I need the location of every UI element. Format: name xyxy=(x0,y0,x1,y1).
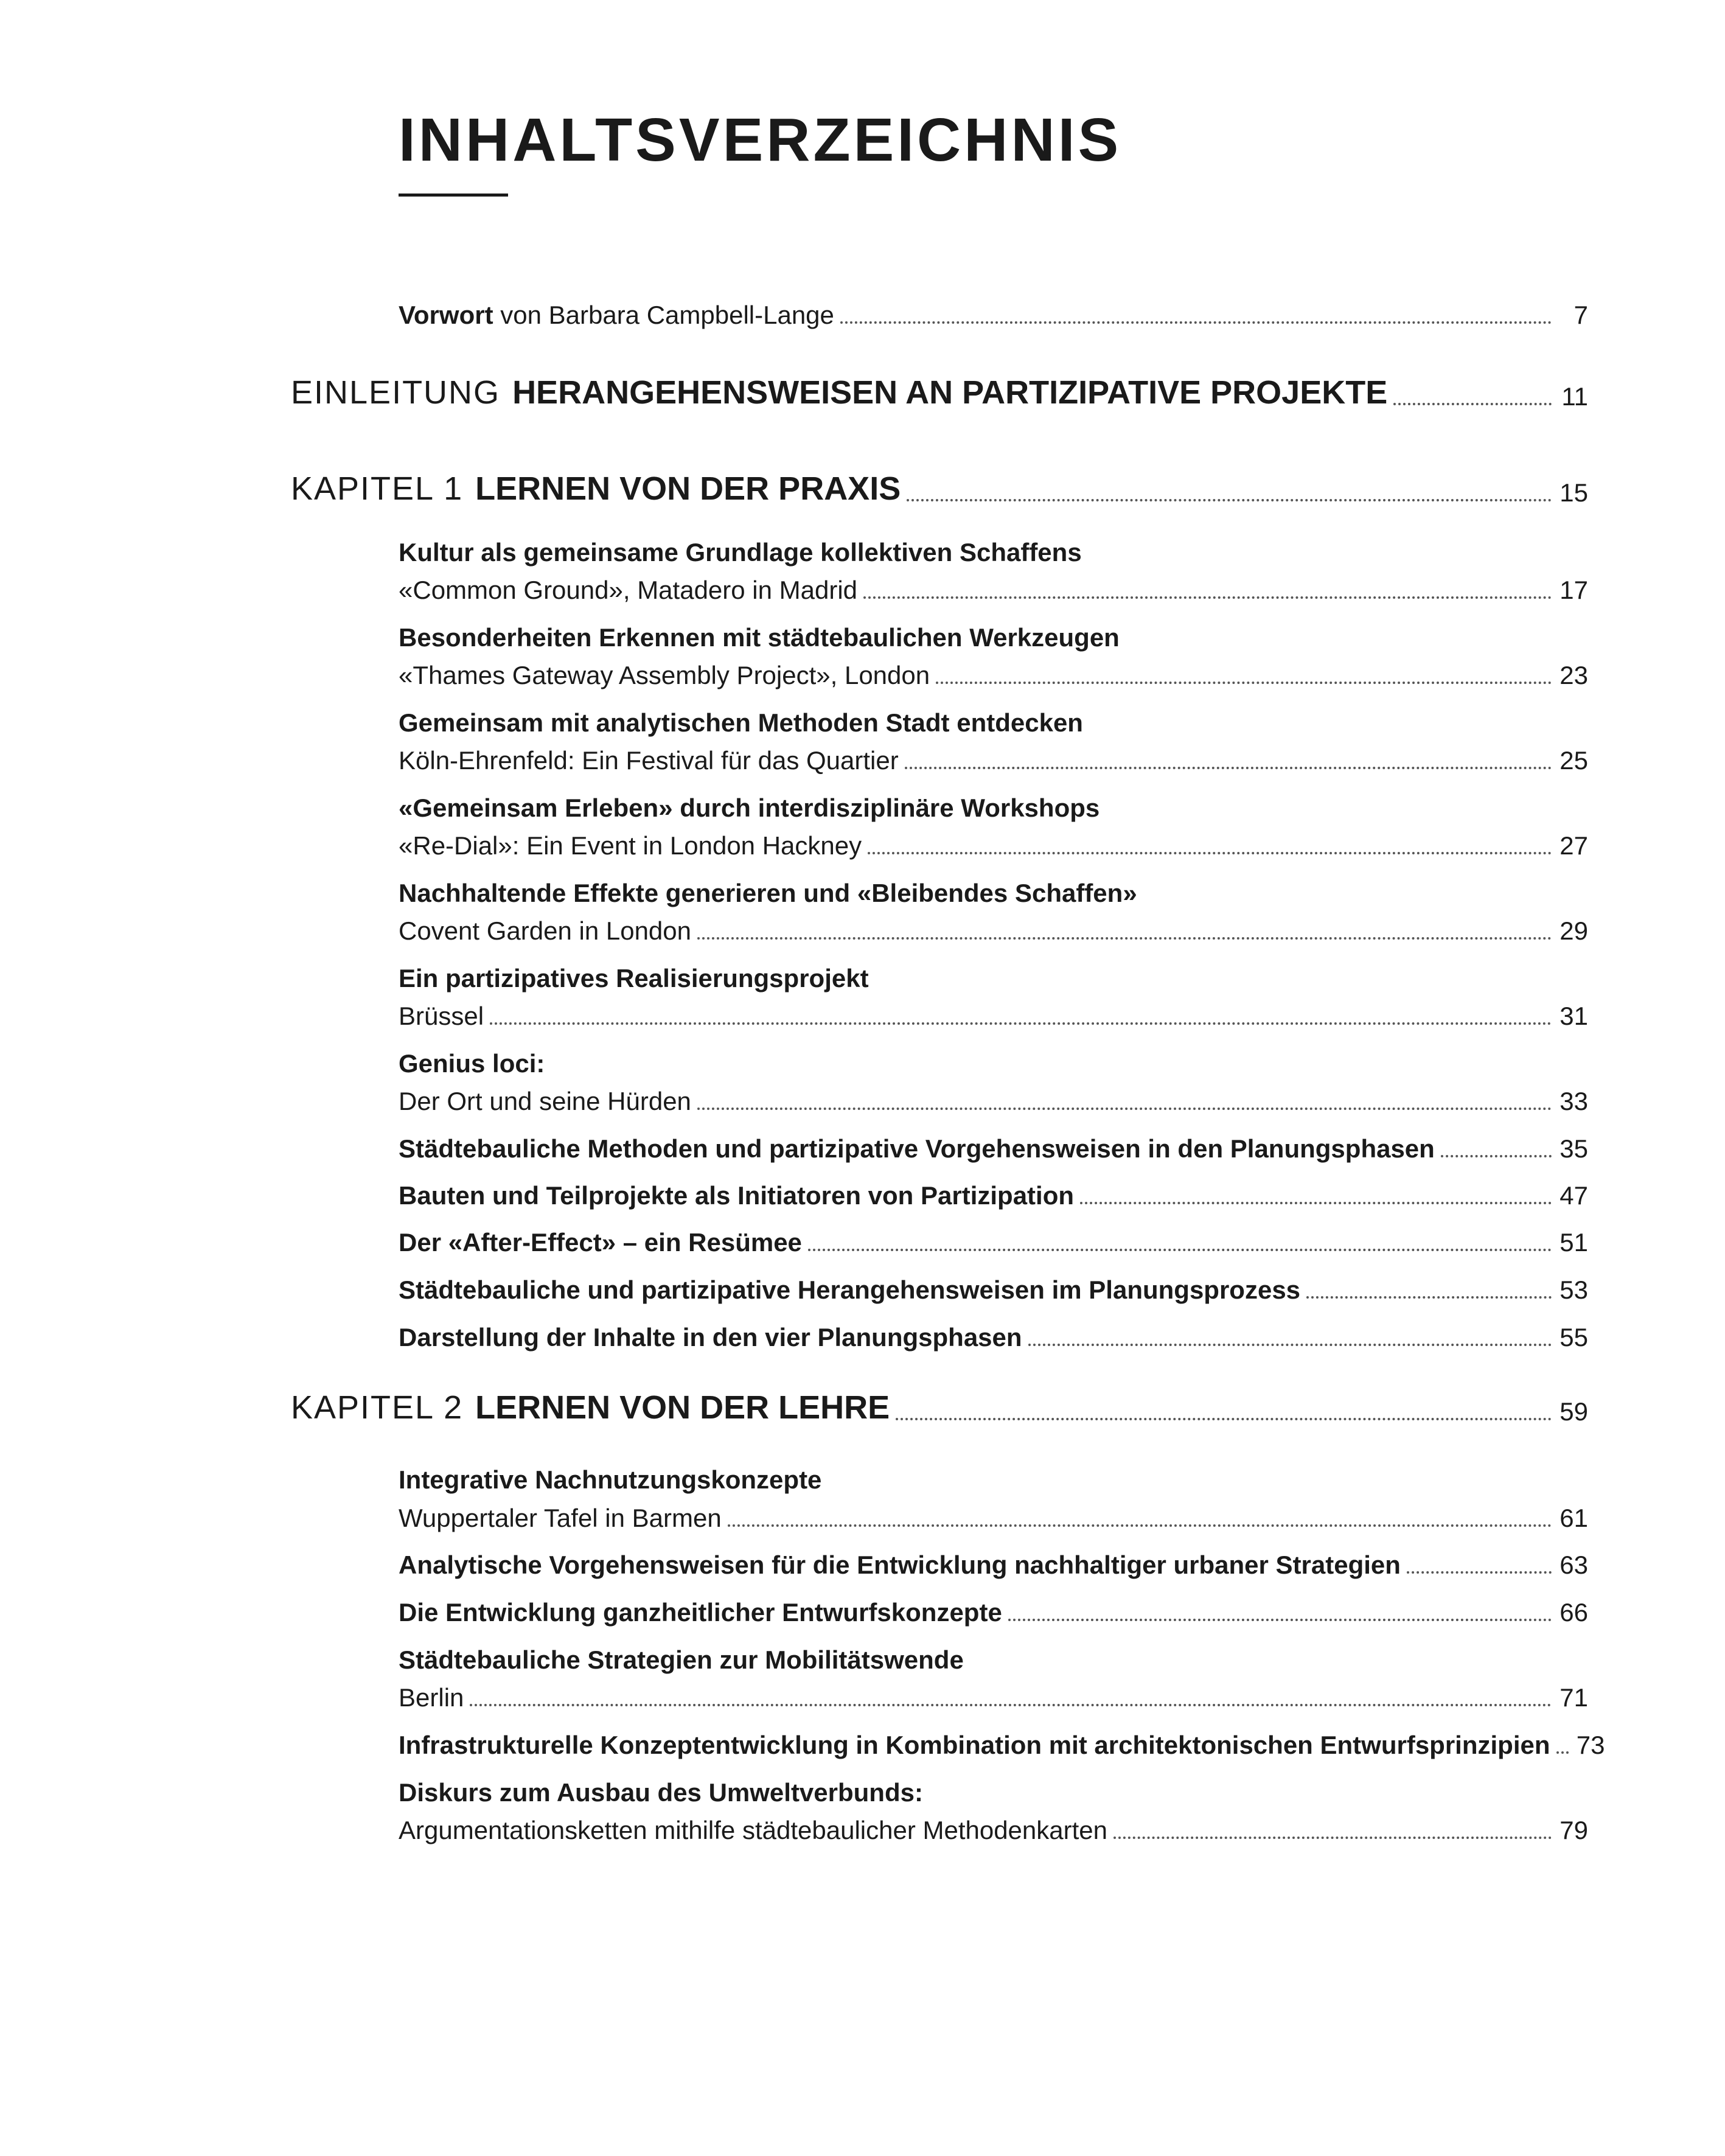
entry-subtitle: «Thames Gateway Assembly Project», London xyxy=(399,661,930,689)
toc-entry[interactable] xyxy=(399,1494,1588,1533)
entry-subtitle: Wuppertaler Tafel in Barmen xyxy=(399,1504,722,1532)
entry-title: Diskurs zum Ausbau des Umweltverbunds: xyxy=(399,1778,923,1807)
page-number: 63 xyxy=(1559,1551,1588,1579)
section-prefix: KAPITEL 1 xyxy=(291,470,464,507)
dot-leader xyxy=(1306,1296,1552,1299)
entry-title: Genius loci: xyxy=(399,1049,545,1078)
toc-entry[interactable] xyxy=(399,1806,1588,1845)
toc-entry-title[interactable] xyxy=(399,613,1588,652)
dot-leader xyxy=(936,682,1552,684)
page-number: 7 xyxy=(1573,301,1588,329)
dot-leader xyxy=(470,1704,1552,1706)
toc-entry[interactable] xyxy=(399,907,1588,946)
page-number: 23 xyxy=(1559,661,1588,689)
toc-entry-title[interactable] xyxy=(399,699,1588,738)
dot-leader xyxy=(1113,1837,1552,1839)
toc-entry-title[interactable] xyxy=(399,1636,1588,1675)
toc-entry-title[interactable] xyxy=(399,954,1588,993)
section-title: LERNEN VON DER PRAXIS xyxy=(475,470,901,507)
entry-subtitle: Covent Garden in London xyxy=(399,916,692,945)
page-number: 17 xyxy=(1559,576,1588,604)
dot-leader xyxy=(896,1418,1552,1420)
dot-leader xyxy=(697,1108,1552,1110)
toc-entry[interactable] xyxy=(399,1588,1588,1627)
toc-entry[interactable] xyxy=(399,1313,1588,1352)
toc-entry[interactable] xyxy=(399,1218,1588,1257)
toc-entry[interactable] xyxy=(399,1125,1588,1163)
dot-leader xyxy=(1407,1571,1552,1574)
page-number: 66 xyxy=(1559,1598,1588,1627)
toc-entry-title[interactable] xyxy=(399,1456,1588,1495)
page-number: 35 xyxy=(1559,1134,1588,1163)
dot-leader xyxy=(1008,1619,1552,1621)
dot-leader xyxy=(868,852,1552,854)
toc-entry[interactable] xyxy=(399,992,1588,1031)
toc-entry-title[interactable] xyxy=(399,528,1588,567)
dot-leader xyxy=(1080,1202,1552,1204)
entry-subtitle: «Common Ground», Matadero in Madrid xyxy=(399,576,858,604)
entry-title: Gemeinsam mit analytischen Methoden Stadt entdecken xyxy=(399,708,1083,737)
toc-entry[interactable] xyxy=(399,1673,1588,1712)
page-number: 79 xyxy=(1559,1816,1588,1844)
dot-leader xyxy=(905,767,1552,769)
toc-entry-title[interactable] xyxy=(399,1768,1588,1807)
dot-leader xyxy=(1393,403,1552,405)
page-number: 31 xyxy=(1559,1002,1588,1030)
toc-entry[interactable] xyxy=(399,566,1588,605)
section-prefix: KAPITEL 2 xyxy=(291,1389,464,1426)
page-number: 61 xyxy=(1559,1504,1588,1532)
section-prefix: EINLEITUNG xyxy=(291,374,501,411)
dot-leader xyxy=(490,1022,1552,1025)
entry-subtitle: Der Ort und seine Hürden xyxy=(399,1087,691,1115)
entry-title: Städtebauliche Methoden und partizipative Vorgehensweisen in den Planungsphasen xyxy=(399,1134,1435,1163)
page-number: 59 xyxy=(1559,1397,1588,1426)
toc-entry[interactable] xyxy=(399,1077,1588,1116)
toc-entry[interactable] xyxy=(399,1541,1588,1580)
toc-entry[interactable] xyxy=(399,822,1588,860)
toc-section-kapitel-2[interactable] xyxy=(291,1387,1588,1426)
toc-entry[interactable] xyxy=(399,651,1588,690)
section-title: HERANGEHENSWEISEN AN PARTIZIPATIVE PROJEKTE xyxy=(512,374,1388,411)
page-number: 33 xyxy=(1559,1087,1588,1115)
toc-section-kapitel-1[interactable] xyxy=(291,469,1588,508)
entry-subtitle: Argumentationsketten mithilfe städtebaulicher Methodenkarten xyxy=(399,1816,1108,1844)
entry-subtitle: Berlin xyxy=(399,1683,464,1712)
entry-title: Städtebauliche und partizipative Herangehensweisen im Planungsprozess xyxy=(399,1275,1301,1304)
title-underline xyxy=(399,194,508,197)
entry-title: Städtebauliche Strategien zur Mobilitätswende xyxy=(399,1645,964,1674)
entry-title: Ein partizipatives Realisierungsprojekt xyxy=(399,964,869,993)
toc-entry[interactable] xyxy=(399,1171,1588,1210)
dot-leader xyxy=(1556,1751,1569,1754)
page-number: 15 xyxy=(1559,478,1588,507)
dot-leader xyxy=(808,1249,1552,1251)
entry-title: Darstellung der Inhalte in den vier Planungsphasen xyxy=(399,1323,1022,1352)
vorwort-label: Vorwort xyxy=(399,301,493,329)
toc-entry[interactable] xyxy=(399,1266,1588,1305)
entry-title: Infrastrukturelle Konzeptentwicklung in Kombination mit architektonischen Entwurfsprinzipien xyxy=(399,1731,1550,1759)
dot-leader xyxy=(863,596,1552,599)
entry-subtitle: Brüssel xyxy=(399,1002,484,1030)
toc-entry[interactable] xyxy=(399,736,1588,775)
vorwort-author: von Barbara Campbell-Lange xyxy=(493,301,834,329)
entry-title: Besonderheiten Erkennen mit städtebaulichen Werkzeugen xyxy=(399,623,1120,652)
toc-entry-title[interactable] xyxy=(399,1039,1588,1078)
entry-subtitle: Köln-Ehrenfeld: Ein Festival für das Quartier xyxy=(399,746,899,775)
entry-title: Der «After-Effect» – ein Resümee xyxy=(399,1228,802,1257)
page-number: 71 xyxy=(1559,1683,1588,1712)
page-number: 53 xyxy=(1559,1275,1588,1304)
entry-title: Integrative Nachnutzungskonzepte xyxy=(399,1465,822,1494)
entry-title: Analytische Vorgehensweisen für die Entwicklung nachhaltiger urbaner Strategien xyxy=(399,1551,1401,1579)
section-title: LERNEN VON DER LEHRE xyxy=(475,1389,890,1426)
toc-section-einleitung[interactable] xyxy=(291,372,1588,411)
page-number: 11 xyxy=(1561,382,1588,411)
entry-title: Bauten und Teilprojekte als Initiatoren von Partizipation xyxy=(399,1181,1075,1210)
dot-leader xyxy=(840,321,1552,324)
toc-entry-title[interactable] xyxy=(399,784,1588,823)
page-number: 55 xyxy=(1559,1323,1588,1352)
dot-leader xyxy=(697,937,1552,940)
toc-entry-vorwort[interactable] xyxy=(399,291,1588,330)
entry-title: Nachhaltende Effekte generieren und «Bleibendes Schaffen» xyxy=(399,879,1137,907)
page-number: 25 xyxy=(1559,746,1588,775)
page-number: 27 xyxy=(1559,831,1588,860)
entry-subtitle: «Re-Dial»: Ein Event in London Hackney xyxy=(399,831,862,860)
page-number: 47 xyxy=(1559,1181,1588,1210)
dot-leader xyxy=(728,1524,1552,1527)
dot-leader xyxy=(1028,1344,1552,1346)
page-number: 29 xyxy=(1559,916,1588,945)
dot-leader xyxy=(907,499,1552,501)
entry-title: Kultur als gemeinsame Grundlage kollektiven Schaffens xyxy=(399,538,1082,567)
page-number: 73 xyxy=(1576,1731,1605,1759)
toc-entry[interactable] xyxy=(399,1721,1605,1760)
dot-leader xyxy=(1441,1155,1552,1157)
entry-title: Die Entwicklung ganzheitlicher Entwurfskonzepte xyxy=(399,1598,1002,1627)
entry-title: «Gemeinsam Erleben» durch interdisziplinäre Workshops xyxy=(399,794,1100,822)
toc-entry-title[interactable] xyxy=(399,869,1588,908)
page-title: INHALTSVERZEICHNIS xyxy=(399,106,1122,174)
page-number: 51 xyxy=(1559,1228,1588,1257)
